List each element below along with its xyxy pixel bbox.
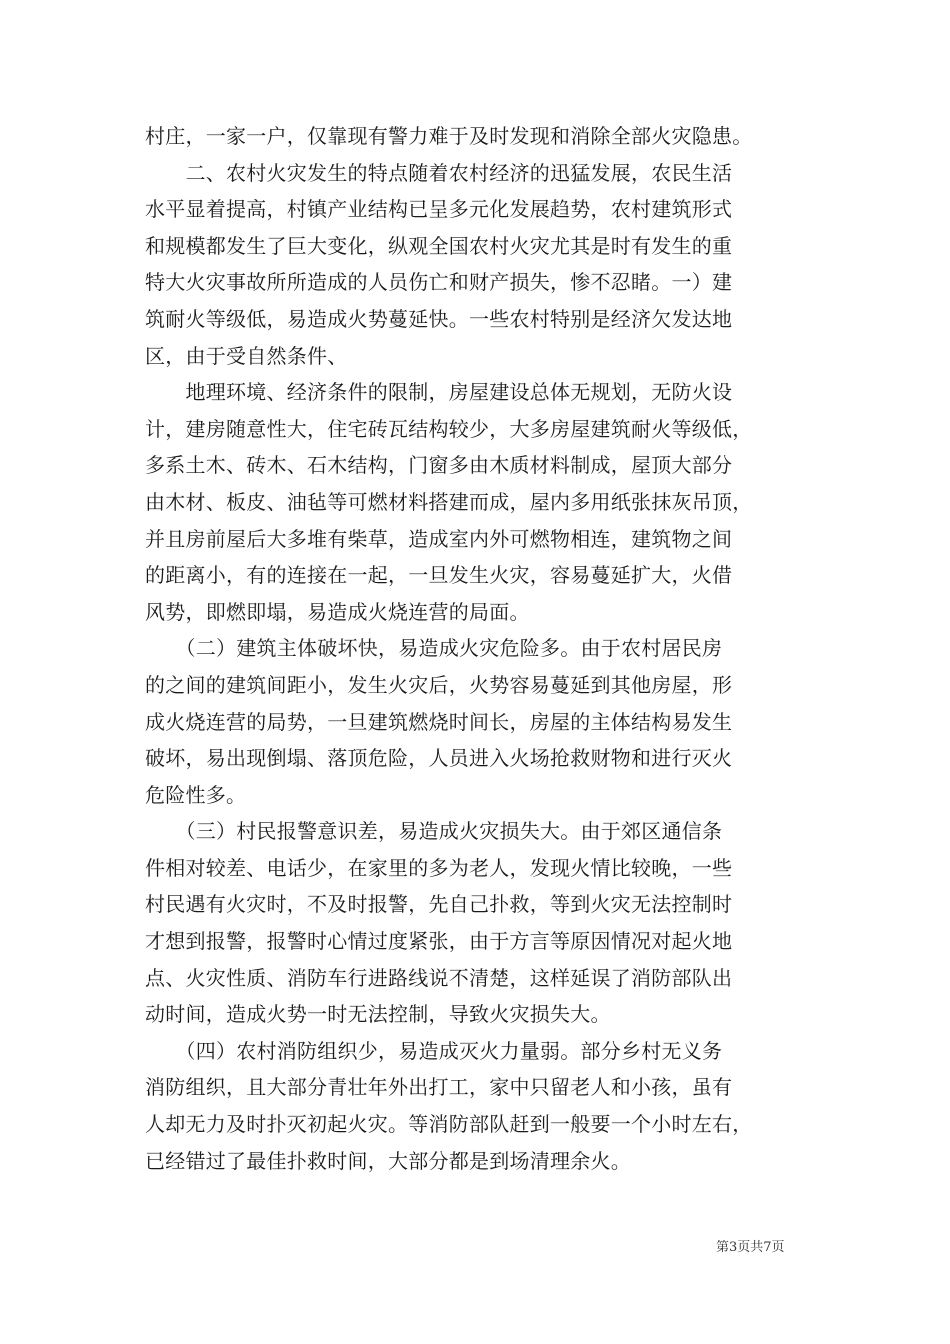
text-line: 村庄，一家一户，仅靠现有警力难于及时发现和消除全部火灾隐患。 (145, 124, 753, 148)
text-line: 由木材、板皮、油毡等可燃材料搭建而成，屋内多用纸张抹灰吊顶， (145, 489, 753, 514)
text-line: 多系土木、砖木、石木结构，门窗多由木质材料制成，屋顶大部分 (145, 453, 733, 478)
body-text (145, 118, 805, 1179)
text-line: 动时间，造成火势一时无法控制，导致火灾损失大。 (145, 1002, 611, 1027)
text-line: （二）建筑主体破坏快，易造成火灾危险多。由于农村居民房 (145, 636, 723, 661)
text-line: （三）村民报警意识差，易造成火灾损失大。由于郊区通信条 (145, 819, 723, 844)
text-line: 二、农村火灾发生的特点随着农村经济的迅猛发展，农民生活 (145, 160, 733, 185)
text-line: 消防组织，且大部分青壮年外出打工，家中只留老人和小孩，虽有 (145, 1075, 733, 1100)
text-line: 已经错过了最佳扑救时间，大部分都是到场清理余火。 (145, 1148, 631, 1173)
text-line: 风势，即燃即塌，易造成火烧连营的局面。 (145, 599, 530, 624)
text-line: 和规模都发生了巨大变化，纵观全国农村火灾尤其是时有发生的重 (145, 233, 733, 258)
text-line: 成火烧连营的局势，一旦建筑燃烧时间长，房屋的主体结构易发生 (145, 709, 733, 734)
text-line: 才想到报警，报警时心情过度紧张，由于方言等原因情况对起火地 (145, 929, 733, 954)
text-line: 人却无力及时扑灭初起火灾。等消防部队赶到一般要一个小时左右， (145, 1112, 753, 1137)
page-number-footer: 第3页共7页 (716, 1240, 785, 1255)
text-line: 地理环境、经济条件的限制，房屋建设总体无规划，无防火设 (145, 380, 733, 405)
text-line: 计，建房随意性大，住宅砖瓦结构较少，大多房屋建筑耐火等级低， (145, 416, 753, 441)
text-line: 区，由于受自然条件、 (145, 343, 348, 368)
text-line: 破坏，易出现倒塌、落顶危险，人员进入火场抢救财物和进行灭火 (145, 746, 733, 771)
text-line: 的之间的建筑间距小，发生火灾后，火势容易蔓延到其他房屋，形 (145, 672, 733, 697)
text-line: 件相对较差、电话少，在家里的多为老人，发现火情比较晚，一些 (145, 855, 733, 880)
text-line: 并且房前屋后大多堆有柴草，造成室内外可燃物相连，建筑物之间 (145, 526, 733, 551)
text-line: （四）农村消防组织少，易造成灭火力量弱。部分乡村无义务 (145, 1038, 723, 1063)
text-line: 的距离小，有的连接在一起，一旦发生火灾，容易蔓延扩大，火借 (145, 563, 733, 588)
text-line: 点、火灾性质、消防车行进路线说不清楚，这样延误了消防部队出 (145, 965, 733, 990)
text-line: 村民遇有火灾时，不及时报警，先自己扑救，等到火灾无法控制时 (145, 892, 733, 917)
text-line: 危险性多。 (145, 782, 247, 807)
text-line: 筑耐火等级低，易造成火势蔓延快。一些农村特别是经济欠发达地 (145, 306, 733, 331)
text-line: 特大火灾事故所所造成的人员伤亡和财产损失，惨不忍睹。一）建 (145, 270, 733, 295)
text-line: 水平显着提高，村镇产业结构已呈多元化发展趋势，农村建筑形式 (145, 197, 733, 222)
